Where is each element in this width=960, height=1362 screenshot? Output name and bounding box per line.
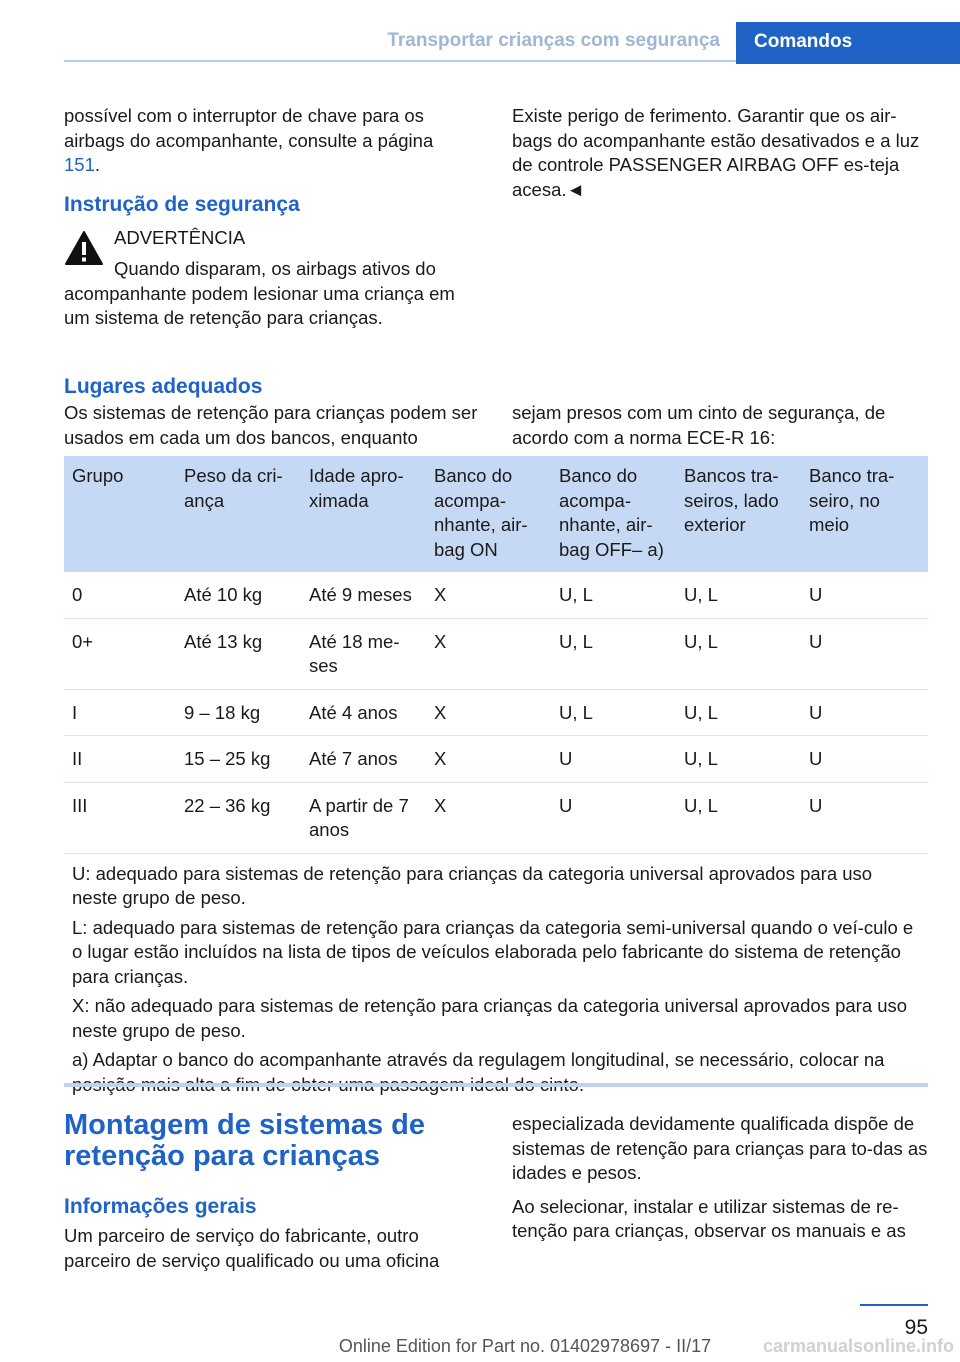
table-cell: Até 9 meses bbox=[309, 584, 412, 605]
table-cell: U, L bbox=[684, 748, 718, 769]
table-cell: II bbox=[72, 748, 83, 769]
warning-block bbox=[64, 226, 464, 331]
table-row bbox=[64, 619, 928, 690]
general-info-heading: Informações gerais bbox=[64, 1195, 257, 1218]
note-semi-universal: L: adequado para sistemas de retenção para crianças da categoria semi-universal quando o veí-culo e o lugar estão incluídos na lista de tipos de veículos elaborada pelo fabricante do sistema de retenção para crianças. bbox=[72, 916, 914, 987]
table-row bbox=[64, 690, 928, 737]
table-cell: U bbox=[809, 748, 823, 769]
mounting-right-p2: Ao selecionar, instalar e utilizar sistemas de re-tenção para crianças, observar os manuais e as bbox=[512, 1195, 906, 1241]
mounting-right-p1: especializada devidamente qualificada dispõe de sistemas de retenção para crianças para to-das as idades e pesos. bbox=[512, 1113, 928, 1183]
mounting-title: Montagem de sistemas de retenção para crianças bbox=[64, 1109, 425, 1172]
table-cell: X bbox=[434, 630, 447, 652]
section-divider bbox=[64, 1083, 928, 1087]
places-right-paragraph: sejam presos com um cinto de segurança, de acordo com a norma ECE-R 16: bbox=[512, 402, 886, 448]
top-left-column bbox=[64, 104, 464, 331]
table-cell: X bbox=[434, 794, 447, 816]
table-cell: U, L bbox=[684, 701, 718, 723]
warning-title: ADVERTÊNCIA bbox=[114, 226, 246, 248]
places-left-text: Os sistemas de retenção para crianças podem ser usados em cada um dos bancos, enquanto bbox=[64, 402, 478, 448]
table-header-cell: Banco do acompa-nhante, air-bag ON bbox=[434, 465, 528, 560]
places-right-text bbox=[512, 401, 928, 450]
table-header-row bbox=[64, 456, 928, 572]
mounting-left-text: Um parceiro de serviço do fabricante, outro parceiro de serviço qualificado ou uma oficina bbox=[64, 1225, 440, 1271]
table-cell: Até 10 kg bbox=[184, 584, 263, 605]
table-cell: I bbox=[72, 701, 78, 723]
table-cell: 9 – 18 kg bbox=[184, 701, 261, 723]
warning-text: acompanhante podem lesionar uma criança em um sistema de retenção para crianças. bbox=[64, 282, 455, 328]
note-not-suitable: X: não adequado para sistemas de retenção para crianças da categoria universal aprovados para uso neste grupo de peso. bbox=[72, 995, 908, 1041]
table-header-cell: Bancos tra-seiros, lado exterior bbox=[684, 465, 779, 535]
table-header-cell: Banco tra-seiro, no meio bbox=[809, 465, 895, 535]
table-cell: X bbox=[434, 748, 447, 769]
table-cell: U, L bbox=[684, 584, 718, 605]
table-cell: U bbox=[809, 794, 823, 816]
table-header-cell: Banco do acompa-nhante, air-bag OFF– a) bbox=[559, 465, 664, 560]
table-cell: X bbox=[434, 584, 447, 605]
note-universal: U: adequado para sistemas de retenção para crianças da categoria universal aprovados para uso neste grupo de peso. bbox=[72, 862, 873, 908]
warning-text-line1: Quando disparam, os airbags ativos do bbox=[114, 258, 436, 279]
table-header-cell: Grupo bbox=[72, 465, 124, 486]
table-cell: X bbox=[434, 701, 447, 723]
table-row bbox=[64, 783, 928, 854]
table-cell: U bbox=[559, 748, 573, 769]
danger-paragraph: Existe perigo de ferimento. Garantir que os air-bags do acompanhante estão desativados e a luz de controle PASSENGER AIRBAG OFF es-teja acesa.◄ bbox=[512, 105, 920, 200]
table-cell: U, L bbox=[559, 584, 593, 605]
places-heading: Lugares adequados bbox=[64, 375, 263, 398]
seat-suitability-table bbox=[64, 456, 928, 1102]
warning-triangle-icon bbox=[64, 230, 104, 266]
mounting-left-column bbox=[64, 1110, 484, 1282]
intro-paragraph: possível com o interruptor de chave para os airbags do acompanhante, consulte a página 151. bbox=[64, 105, 434, 175]
table-cell: Até 4 anos bbox=[309, 701, 398, 723]
table-row bbox=[64, 736, 928, 783]
mounting-right-column bbox=[512, 1112, 928, 1253]
table-row bbox=[64, 572, 928, 619]
table-cell: A partir de 7 anos bbox=[309, 794, 409, 840]
footer-edition: Online Edition for Part no. 01402978697 - II/17 bbox=[338, 1336, 712, 1356]
table-cell: 15 – 25 kg bbox=[184, 748, 271, 769]
table-cell: U bbox=[809, 584, 823, 605]
footer-watermark: carmanualsonline.info bbox=[762, 1336, 954, 1356]
safety-heading: Instrução de segurança bbox=[64, 192, 300, 216]
table-cell: U, L bbox=[559, 630, 593, 652]
note-seat-adjust: a) Adaptar o banco do acompanhante através da regulagem longitudinal, se necessário, colocar na bbox=[72, 1049, 885, 1070]
footer-rule bbox=[860, 1304, 928, 1306]
table-cell: Até 18 me-ses bbox=[309, 630, 400, 676]
table-cell: U, L bbox=[684, 794, 718, 816]
table-cell: 0 bbox=[72, 584, 83, 605]
table-cell: Até 13 kg bbox=[184, 630, 263, 652]
table-cell: 22 – 36 kg bbox=[184, 794, 271, 816]
table-header-cell: Idade apro-ximada bbox=[309, 465, 404, 511]
table-cell: U bbox=[559, 794, 573, 816]
header-chapter-tab: Comandos bbox=[736, 22, 960, 64]
table-cell: U, L bbox=[559, 701, 593, 723]
table-cell: U bbox=[809, 701, 823, 723]
header-section-title: Transportar crianças com segurança bbox=[387, 30, 720, 51]
table-cell: Até 7 anos bbox=[309, 748, 398, 769]
table-cell: U bbox=[809, 630, 823, 652]
table-cell: III bbox=[72, 794, 88, 816]
table-header-cell: Peso da cri-ança bbox=[184, 465, 283, 511]
page-reference-link[interactable]: 151 bbox=[64, 154, 95, 175]
header-rule bbox=[64, 60, 736, 62]
table-notes bbox=[64, 854, 928, 1098]
top-right-column bbox=[512, 104, 928, 211]
table-cell: U, L bbox=[684, 630, 718, 652]
table-cell: 0+ bbox=[72, 630, 94, 652]
page-number: 95 bbox=[904, 1316, 928, 1339]
